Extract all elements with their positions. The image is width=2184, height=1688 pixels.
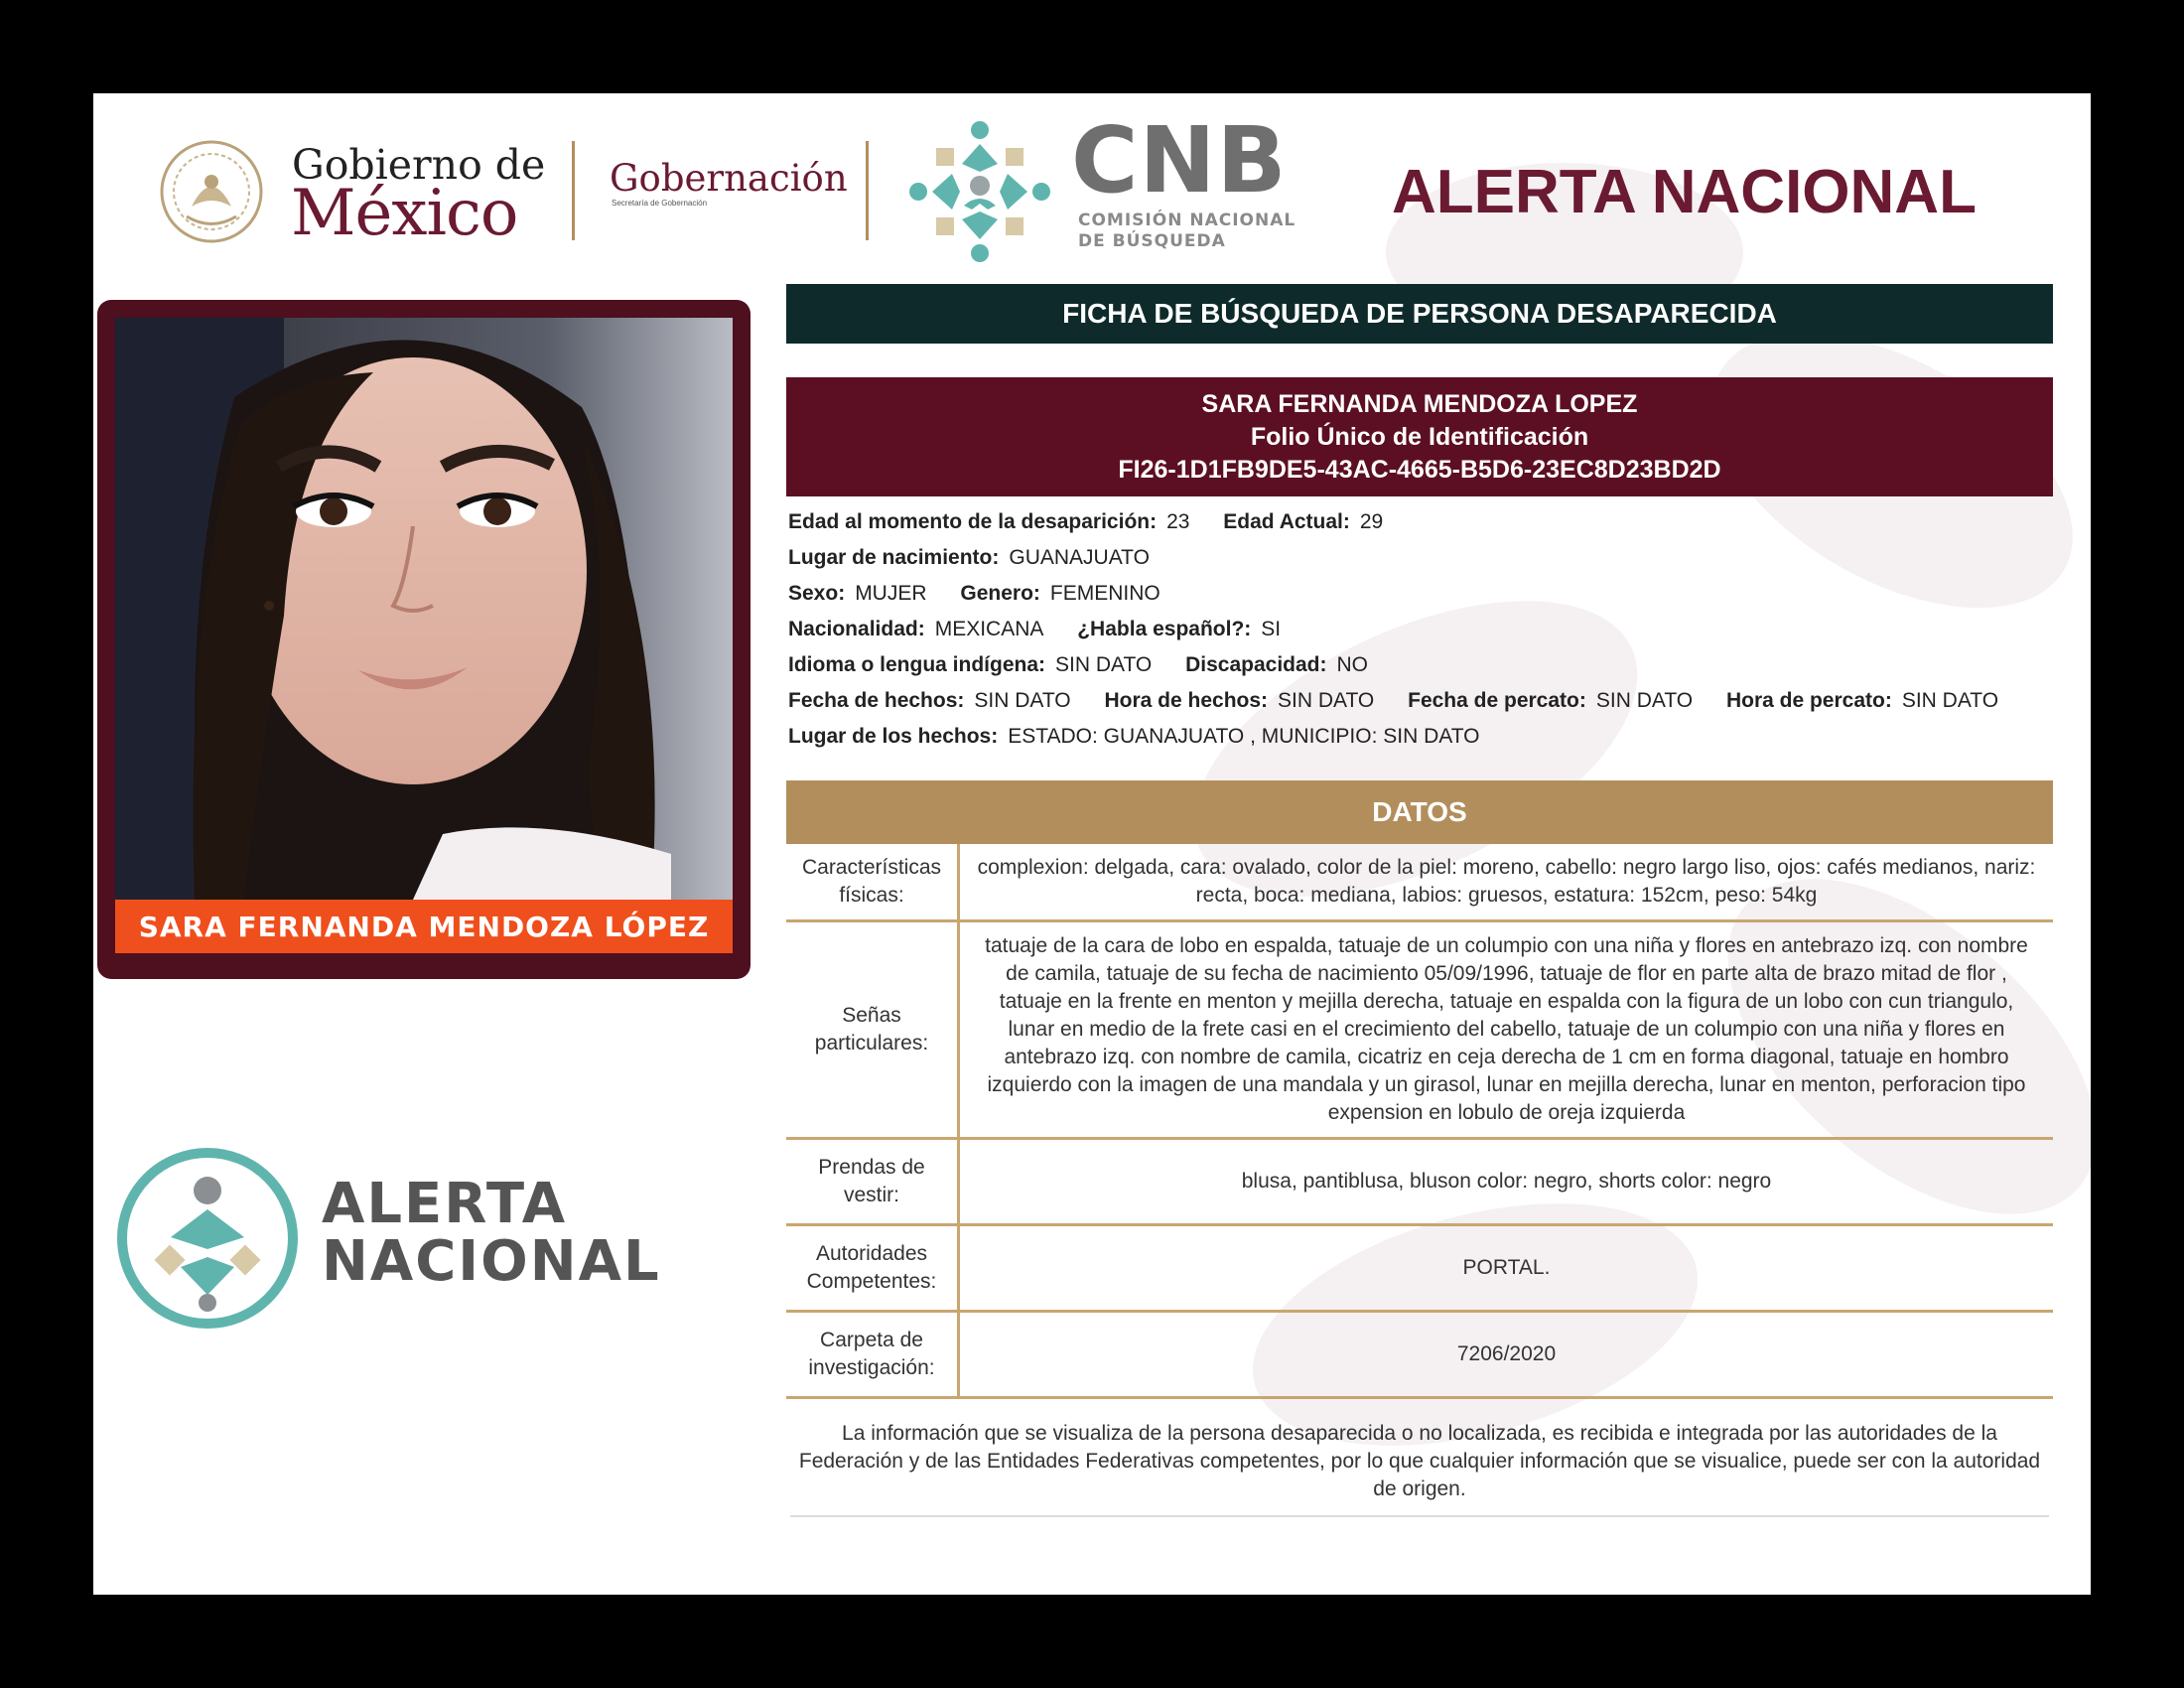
header-divider <box>866 141 869 240</box>
value-nacionalidad: MEXICANA <box>934 618 1044 640</box>
cnb-logo-icon <box>895 107 1064 276</box>
info-row <box>788 508 2047 535</box>
table-row <box>786 1312 2053 1398</box>
alerta-nacional-wordmark <box>322 1172 661 1294</box>
folio-label: Folio Único de Identificación <box>1250 422 1589 451</box>
value-fecha-hechos: SIN DATO <box>974 689 1071 712</box>
cnb-subtitle <box>1078 211 1296 252</box>
value-hora-hechos: SIN DATO <box>1278 689 1375 712</box>
gobernacion-text: Gobernación <box>610 157 848 200</box>
value-habla-espanol: SI <box>1261 618 1282 640</box>
alert-sheet <box>93 93 2091 1595</box>
label-habla-espanol: ¿Habla español?: <box>1077 618 1252 640</box>
label-hora-hechos: Hora de hechos: <box>1104 689 1269 712</box>
label-idioma: Idioma o lengua indígena: <box>788 653 1046 676</box>
info-row <box>788 723 2047 750</box>
ficha-title-bar: FICHA DE BÚSQUEDA DE PERSONA DESAPARECIDA <box>786 284 2053 344</box>
person-name: SARA FERNANDA MENDOZA LOPEZ <box>1201 389 1638 418</box>
label-fecha-hechos: Fecha de hechos: <box>788 689 965 712</box>
label-lugar-hechos: Lugar de los hechos: <box>788 725 999 748</box>
value-idioma: SIN DATO <box>1055 653 1153 676</box>
label-fecha-percato: Fecha de percato: <box>1408 689 1586 712</box>
value-fecha-percato: SIN DATO <box>1595 689 1694 712</box>
person-name-box <box>786 377 2053 496</box>
row-value: complexion: delgada, cara: ovalado, color de la piel: moreno, cabello: negro largo liso, ojos: cafés medianos, nariz: recta, boca: mediana, labios: gruesos, estatura: 152cm, peso: 54kg <box>959 844 2054 921</box>
info-row <box>788 544 2047 571</box>
cnb-wordmark: CNB <box>1071 107 1288 213</box>
table-row <box>786 1139 2053 1225</box>
photo-name-banner: SARA FERNANDA MENDOZA LÓPEZ <box>115 900 733 953</box>
label-lugar-nacimiento: Lugar de nacimiento: <box>788 546 1000 569</box>
table-row <box>786 844 2053 921</box>
person-info <box>788 508 2047 759</box>
alerta-nacional-title: ALERTA NACIONAL <box>1392 158 1977 226</box>
row-label: Autoridades Competentes: <box>786 1225 959 1312</box>
label-hora-percato: Hora de percato: <box>1725 689 1892 712</box>
value-genero: FEMENINO <box>1049 582 1160 605</box>
person-photo <box>115 318 733 900</box>
header-divider <box>572 141 575 240</box>
value-discapacidad: NO <box>1336 653 1368 676</box>
row-value: tatuaje de la cara de lobo en espalda, tatuaje de un columpio con una niña y flores en antebrazo izq. con nombre de camila, tatuaje de su fecha de nacimiento 05/09/1996, tatuaje de flor en parte alta de brazo mitad de flor , tatuaje en la frente en menton y mejilla derecha, tatuaje en espalda con la figura de un lobo con cun triangulo, lunar en medio de la frete casi en el crecimiento del cabello, tatuaje de un columpio con una niña y flores en antebrazo izq. con nombre de camila, cicatriz en ceja derecha de 1 cm en forma diagonal, tatuaje en hombro izquierdo con la imagen de una mandala y un girasol, lunar en mejilla derecha, lunar en menton, perforacion tipo expension en lobulo de oreja izquierda <box>959 921 2054 1139</box>
label-discapacidad: Discapacidad: <box>1185 653 1327 676</box>
row-label: Características físicas: <box>786 844 959 921</box>
row-value: blusa, pantiblusa, bluson color: negro, shorts color: negro <box>959 1139 2054 1225</box>
row-value: 7206/2020 <box>959 1312 2054 1398</box>
row-value: PORTAL. <box>959 1225 2054 1312</box>
datos-header: DATOS <box>786 780 2053 844</box>
label-nacionalidad: Nacionalidad: <box>788 618 925 640</box>
row-label: Carpeta de investigación: <box>786 1312 959 1398</box>
value-lugar-nacimiento: GUANAJUATO <box>1009 546 1150 569</box>
folio-value: FI26-1D1FB9DE5-43AC-4665-B5D6-23EC8D23BD2D <box>1118 455 1721 484</box>
row-label: Señas particulares: <box>786 921 959 1139</box>
value-edad-actual: 29 <box>1359 510 1384 533</box>
info-row <box>788 687 2047 714</box>
info-row <box>788 616 2047 642</box>
alerta-wordmark-line2: NACIONAL <box>322 1229 661 1294</box>
value-sexo: MUJER <box>855 582 927 605</box>
photo-frame <box>97 300 751 979</box>
value-edad-desaparicion: 23 <box>1166 510 1190 533</box>
datos-table <box>786 844 2053 1399</box>
gobierno-de-text: Gobierno de <box>292 141 546 189</box>
value-lugar-hechos: ESTADO: GUANAJUATO , MUNICIPIO: SIN DATO <box>1008 725 1480 748</box>
value-hora-percato: SIN DATO <box>1901 689 1999 712</box>
person-portrait <box>115 318 733 900</box>
label-genero: Genero: <box>960 582 1040 605</box>
info-row <box>788 580 2047 607</box>
info-row <box>788 651 2047 678</box>
label-sexo: Sexo: <box>788 582 846 605</box>
mexico-text: México <box>291 177 518 250</box>
table-row <box>786 921 2053 1139</box>
cnb-subtitle-line1: COMISIÓN NACIONAL <box>1078 211 1297 230</box>
alerta-wordmark-line1: ALERTA <box>322 1172 568 1236</box>
mexico-seal-icon <box>157 137 266 246</box>
gobernacion-subtitle: Secretaría de Gobernación <box>612 199 708 208</box>
label-edad-desaparicion: Edad al momento de la desaparición: <box>788 510 1158 533</box>
disclaimer-text: La información que se visualiza de la persona desaparecida o no localizada, es recibida e integrada por las autoridades de la Federación y de las Entidades Federativas competentes, por lo que cualquier información que se visualice, puede ser con la autoridad de origen. <box>790 1420 2049 1517</box>
alerta-nacional-logo-icon <box>115 1146 300 1331</box>
row-label: Prendas de vestir: <box>786 1139 959 1225</box>
label-edad-actual: Edad Actual: <box>1223 510 1350 533</box>
cnb-subtitle-line2: DE BÚSQUEDA <box>1078 231 1226 251</box>
table-row <box>786 1225 2053 1312</box>
